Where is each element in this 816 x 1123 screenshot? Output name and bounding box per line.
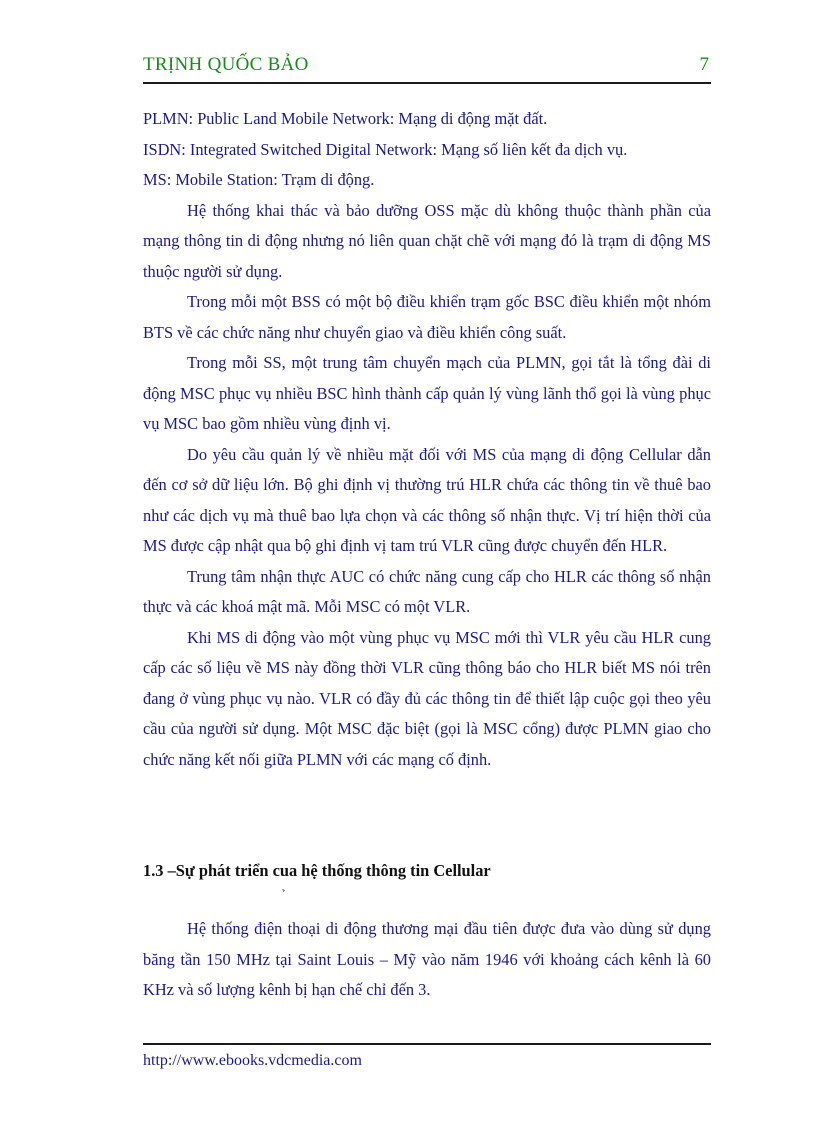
paragraph: Hệ thống điện thoại di động thương mại đầu tiên được đưa vào dùng sử dụng băng tần 150 MHz tại Saint Louis – Mỹ vào năm 1946 với khoảng cách kênh là 60 KHz và số lượng kênh bị hạn chế chỉ đến 3. [143,919,711,999]
paragraph: PLMN: Public Land Mobile Network: Mạng di động mặt đất. [143,109,548,128]
header-title: TRỊNH QUỐC BẢO [143,54,309,75]
section-body [143,914,711,1006]
section-heading: 1.3 –Sự phát triển cua hệ thống thông tin Cellular [143,861,491,880]
paragraph: Hệ thống khai thác và bảo dưỡng OSS mặc dù không thuộc thành phần của mạng thông tin di động nhưng nó liên quan chặt chẽ với mạng đó là trạm di động MS thuộc người sử dụng. [143,200,711,281]
paragraph: Trong mỗi một BSS có một bộ điều khiển trạm gốc BSC điều khiển một nhóm BTS về các chức năng như chuyển giao và điều khiển công suất. [143,292,711,342]
body-text [143,104,711,775]
paragraph: Trung tâm nhận thực AUC có chức năng cung cấp cho HLR các thông số nhận thực và các khoá mật mã. Mỗi MSC có một VLR. [143,566,711,616]
page-number: 7 [699,54,709,75]
paragraph: MS: Mobile Station: Trạm di động. [143,170,375,189]
paragraph: Khi MS di động vào một vùng phục vụ MSC mới thì VLR yêu cầu HLR cung cấp các số liệu về MS này đồng thời VLR cũng thông báo cho HLR biết MS nói trên đang ở vùng phục vụ nào. VLR có đầy đủ các thông tin để thiết lập cuộc gọi theo yêu cầu của người sử dụng. Một MSC đặc biệt (gọi là MSC cổng) được PLMN giao cho chức năng kết nối giữa PLMN với các mạng cố định. [143,627,711,769]
page-header [143,52,711,84]
paragraph: Trong mỗi SS, một trung tâm chuyển mạch của PLMN, gọi tắt là tổng đài di động MSC phục vụ nhiều BSC hình thành cấp quản lý vùng lãnh thổ gọi là vùng phục vụ MSC bao gồm nhiều vùng định vị. [143,353,711,433]
footer-url-link[interactable]: http://www.ebooks.vdcmedia.com [143,1052,362,1069]
footer-rule [143,1043,711,1045]
paragraph: Do yêu cầu quản lý về nhiều mặt đối với MS của mạng di động Cellular dẫn đến cơ sở dữ liệu lớn. Bộ ghi định vị thường trú HLR chứa các thông tin về thuê bao như các dịch vụ mà thuê bao lựa chọn và các thông số nhận thực. Vị trí hiện thời của MS được cập nhật qua bộ ghi định vị tam trú VLR cũng được chuyển đến HLR. [143,444,711,555]
paragraph: ISDN: Integrated Switched Digital Network: Mạng số liên kết đa dịch vụ. [143,139,628,159]
